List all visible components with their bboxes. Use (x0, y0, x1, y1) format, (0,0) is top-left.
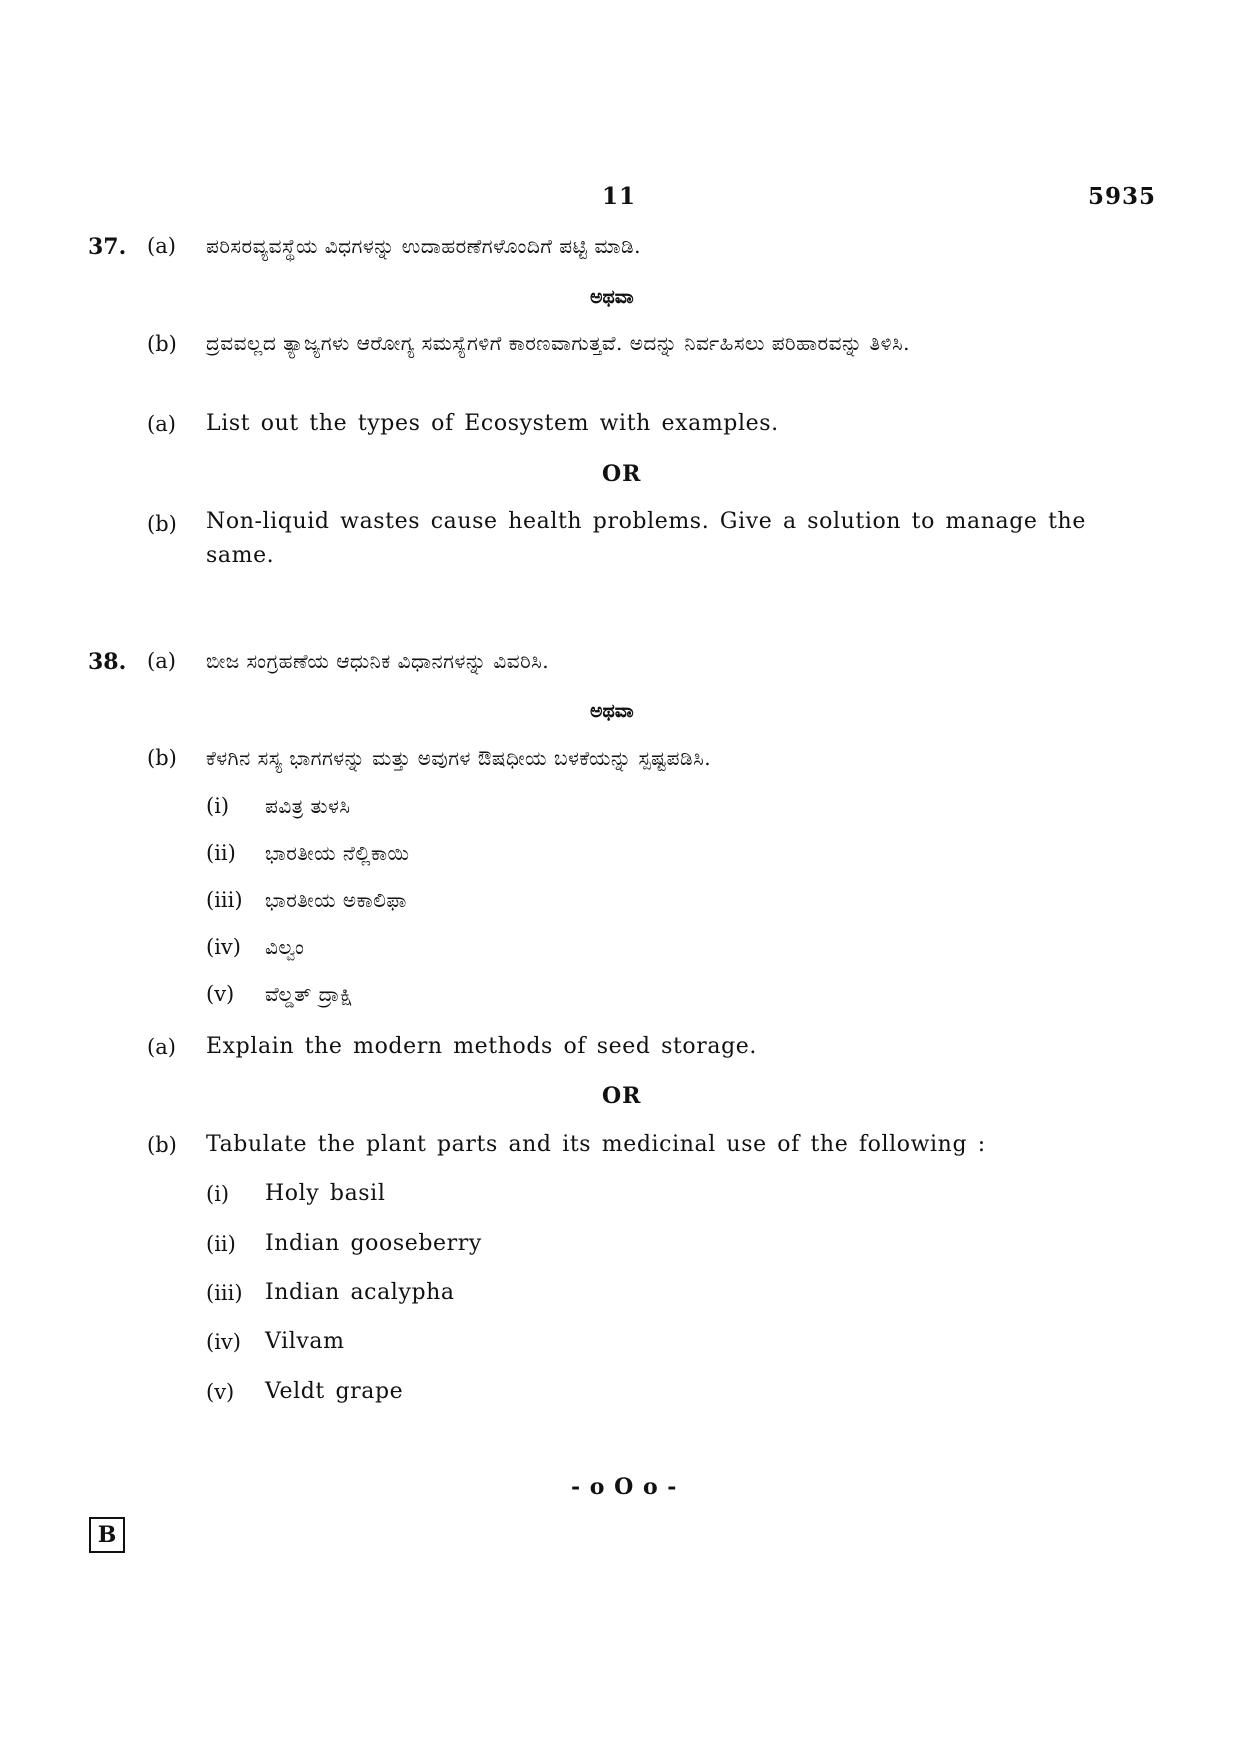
q38-a-label-english: (a) (147, 1035, 176, 1059)
q38-english-item-text: Holy basil (265, 1181, 386, 1206)
q38-or-english: OR (602, 1083, 642, 1109)
q38-kannada-item-label: (i) (206, 794, 230, 818)
q38-english-item-label: (v) (206, 1380, 235, 1404)
q37-a-english-text: List out the types of Ecosystem with examples. (206, 411, 779, 436)
q37-a-label-kannada: (a) (147, 234, 176, 258)
q38-kannada-item-text: ಭಾರತೀಯ ಅಕಾಲಿಫಾ (265, 888, 407, 912)
q38-english-item-text: Veldt grape (265, 1379, 404, 1404)
q38-english-item-label: (iv) (206, 1330, 241, 1354)
q38-kannada-item-label: (iv) (206, 935, 241, 959)
q38-a-english-text: Explain the modern methods of seed storage. (206, 1034, 758, 1059)
q38-kannada-item-label: (ii) (206, 841, 236, 865)
q37-a-label-english: (a) (147, 412, 176, 436)
q38-kannada-item-label: (iii) (206, 888, 243, 912)
q37-or-kannada: ಅಥವಾ (590, 286, 634, 308)
q38-b-label-kannada: (b) (147, 746, 177, 770)
q38-a-kannada-text: ಬೀಜ ಸಂಗ್ರಹಣೆಯ ಆಧುನಿಕ ವಿಧಾನಗಳನ್ನು ವಿವರಿಸಿ. (206, 649, 550, 673)
q37-or-english: OR (602, 461, 642, 487)
end-of-paper-mark: - o O o - (571, 1474, 678, 1500)
q37-b-label-kannada: (b) (147, 332, 177, 356)
q38-or-kannada: ಅಥವಾ (590, 700, 634, 722)
question-number-37: 37. (88, 234, 127, 260)
q38-kannada-item-text: ಭಾರತೀಯ ನೆಲ್ಲಿಕಾಯಿ (265, 841, 410, 865)
q38-english-item-label: (i) (206, 1182, 230, 1206)
q38-b-kannada-text: ಕೆಳಗಿನ ಸಸ್ಯ ಭಾಗಗಳನ್ನು ಮತ್ತು ಅವುಗಳ ಔಷಧೀಯ ಬಳಕೆಯನ್ನು ಸ್ಪಷ್ಟಪಡಿಸಿ. (206, 746, 712, 770)
q38-a-label-kannada: (a) (147, 649, 176, 673)
q38-b-label-english: (b) (147, 1133, 177, 1157)
q38-english-item-text: Indian acalypha (265, 1280, 455, 1305)
q38-english-item-label: (iii) (206, 1281, 243, 1305)
q38-english-item-label: (ii) (206, 1232, 236, 1256)
q38-b-english-text: Tabulate the plant parts and its medicinal use of the following : (206, 1132, 986, 1157)
q37-b-english-text: Non-liquid wastes cause health problems. Give a solution to manage the same. (206, 509, 1086, 568)
q38-english-item-text: Vilvam (265, 1329, 345, 1354)
q38-kannada-item-text: ವಿಲ್ವಂ (265, 935, 305, 959)
q38-kannada-item-text: ವೆಲ್ಡತ್ ದ್ರಾಕ್ಷಿ (265, 982, 353, 1006)
q38-kannada-item-label: (v) (206, 982, 235, 1006)
version-box: B (89, 1517, 125, 1553)
q37-b-label-english: (b) (147, 512, 177, 536)
q38-english-item-text: Indian gooseberry (265, 1231, 482, 1256)
q38-kannada-item-text: ಪವಿತ್ರ ತುಳಸಿ (265, 794, 351, 818)
q37-a-kannada-text: ಪರಿಸರವ್ಯವಸ್ಥೆಯ ವಿಧಗಳನ್ನು ಉದಾಹರಣೆಗಳೊಂದಿಗೆ ಪಟ್ಟಿ ಮಾಡಿ. (206, 234, 641, 258)
q37-b-kannada-text: ದ್ರವವಲ್ಲದ ತ್ಯಾಜ್ಯಗಳು ಆರೋಗ್ಯ ಸಮಸ್ಯೆಗಳಿಗೆ ಕಾರಣವಾಗುತ್ತವೆ. ಅದನ್ನು ನಿರ್ವಹಿಸಲು ಪರಿಹಾರವನ್ನು ತಿಳಿಸಿ. (206, 331, 910, 355)
question-number-38: 38. (88, 649, 127, 675)
page-number: 11 (602, 183, 637, 210)
paper-code: 5935 (1088, 183, 1157, 210)
